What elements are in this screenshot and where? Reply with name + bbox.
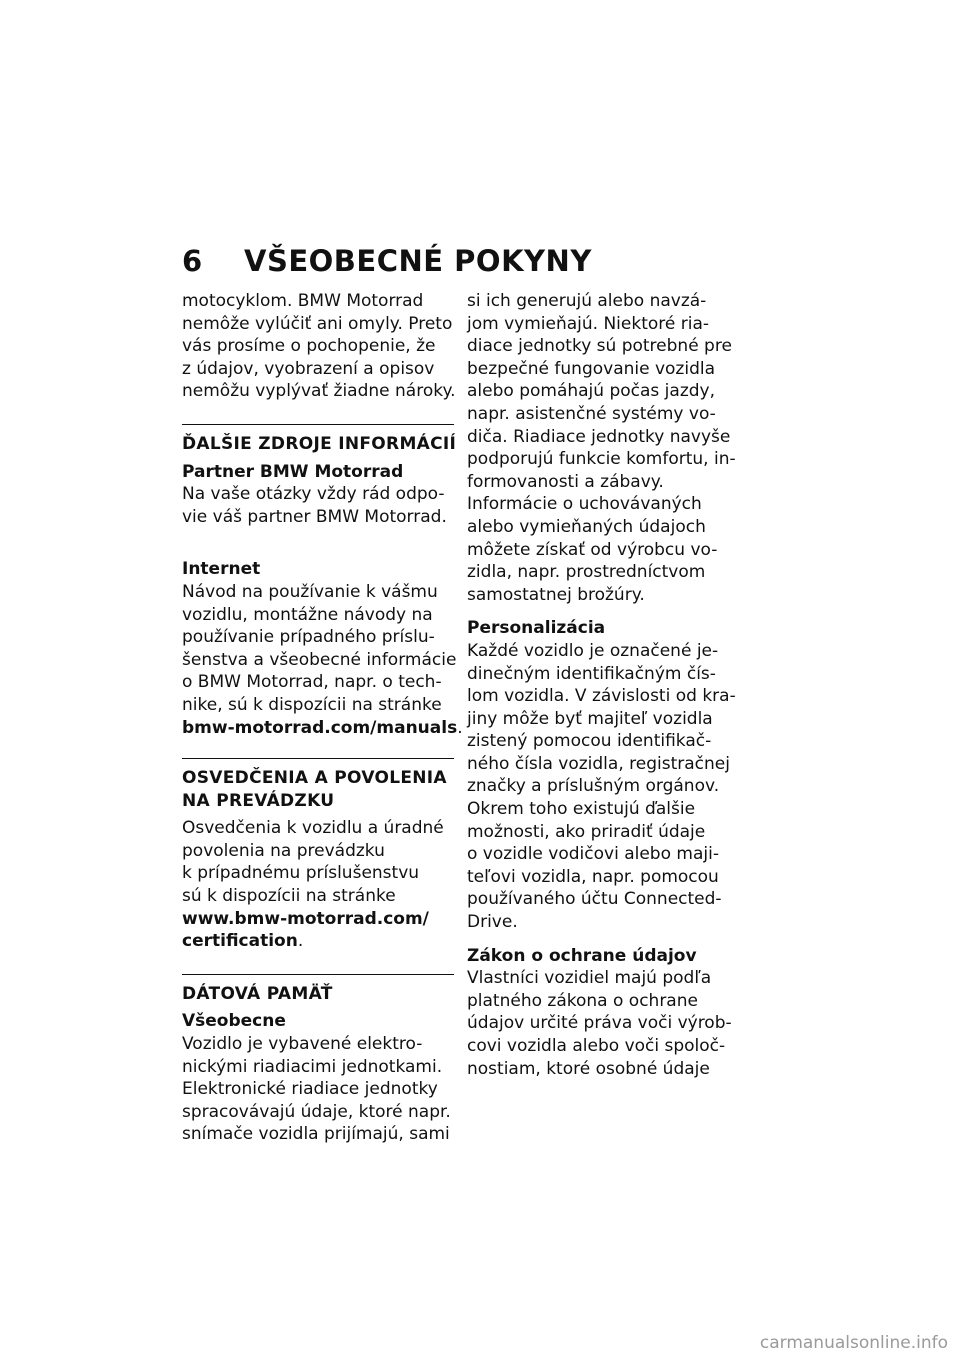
certification-link-part-2[interactable]: certification xyxy=(182,931,298,952)
subsection-title-internet: Internet xyxy=(182,559,261,580)
text-line: údajov určité práva voči výrob- xyxy=(467,1013,732,1034)
text-line: teľovi vozidla, napr. pomocou xyxy=(467,866,719,887)
text-line: Elektronické riadiace jednotky xyxy=(182,1079,438,1100)
text-line: nike, sú k dispozícii na stránke xyxy=(182,694,442,715)
text-line: možnosti, ako priradiť údaje xyxy=(467,821,706,842)
section-divider xyxy=(182,424,454,425)
section-divider xyxy=(182,974,454,975)
chapter-number: 6 xyxy=(182,244,203,278)
partner-paragraph xyxy=(182,483,454,528)
text-line: Vlastníci vozidiel majú podľa xyxy=(467,968,712,989)
text-line: Okrem toho existujú ďalšie xyxy=(467,799,696,820)
text-line: Osvedčenia k vozidlu a úradné xyxy=(182,818,444,839)
section-title-data-memory: DÁTOVÁ PAMÄŤ xyxy=(182,983,333,1004)
right-column xyxy=(467,290,739,1080)
chapter-title: VŠEOBECNÉ POKYNY xyxy=(244,244,592,278)
text-line: vie váš partner BMW Motorrad. xyxy=(182,506,447,527)
section-title-certificates-2: NA PREVÁDZKU xyxy=(182,790,335,811)
text-line: zistený pomocou identifikač- xyxy=(467,731,712,752)
watermark-text: carmanualsonline.info xyxy=(759,1333,948,1353)
text-line: podporujú funkcie komfortu, in- xyxy=(467,449,736,470)
text-line: Na vaše otázky vždy rád odpo- xyxy=(182,484,445,505)
text-line: platného zákona o ochrane xyxy=(467,990,698,1011)
text-line: používaného účtu Connected- xyxy=(467,889,722,910)
text-line: motocyklom. BMW Motorrad xyxy=(182,291,424,311)
subsection-title-data-protection: Zákon o ochrane údajov xyxy=(467,945,697,966)
text-line: ného čísla vozidla, registračnej xyxy=(467,753,730,774)
text-line: môžete získať od výrobcu vo- xyxy=(467,539,718,560)
general-paragraph xyxy=(182,1033,454,1146)
text-line: vás prosíme o pochopenie, že xyxy=(182,336,436,357)
personalization-paragraph xyxy=(467,640,739,934)
text-line: spracovávajú údaje, ktoré napr. xyxy=(182,1101,451,1122)
text-line: Každé vozidlo je označené je- xyxy=(467,640,719,661)
text-line: jiny môže byť majiteľ vozidla xyxy=(467,708,713,729)
text-line: covi vozidla alebo voči spoloč- xyxy=(467,1036,726,1056)
manuals-link[interactable]: bmw-motorrad.com/manuals xyxy=(182,717,458,738)
subsection-title-partner: Partner BMW Motorrad xyxy=(182,461,404,482)
text-line: povolenia na prevádzku xyxy=(182,840,385,861)
text-line: o BMW Motorrad, napr. o tech- xyxy=(182,672,442,693)
subsection-title-personalization: Personalizácia xyxy=(467,618,606,639)
left-column xyxy=(182,290,463,1146)
text-line: formovanosti a zábavy. xyxy=(467,471,664,492)
chapter-heading xyxy=(182,244,592,278)
text-line: Návod na používanie k vášmu xyxy=(182,581,438,602)
subsection-title-general: Všeobecne xyxy=(182,1011,286,1032)
text-line: Informácie o uchovávaných xyxy=(467,494,702,515)
certificates-paragraph xyxy=(182,817,454,953)
text-line: šenstva a všeobecné informácie xyxy=(182,649,457,670)
text-line: nostiam, ktoré osobné údaje xyxy=(467,1058,710,1079)
text-line: si ich generujú alebo navzá- xyxy=(467,291,707,311)
link-punctuation: . xyxy=(297,931,304,952)
text-line: diace jednotky sú potrebné pre xyxy=(467,336,732,357)
text-line: alebo vymieňaných údajoch xyxy=(467,516,706,537)
section-title-further-info: ĎALŠIE ZDROJE INFORMÁCIÍ xyxy=(182,433,457,454)
text-line: snímače vozidla prijímajú, sami xyxy=(182,1124,450,1145)
continued-paragraph xyxy=(467,290,739,606)
text-line: napr. asistenčné systémy vo- xyxy=(467,403,716,424)
text-line: Drive. xyxy=(467,912,518,933)
text-line: k prípadnému príslušenstvu xyxy=(182,863,420,884)
text-line: z údajov, vyobrazení a opisov xyxy=(182,358,435,379)
text-line: používanie prípadného príslu- xyxy=(182,627,435,648)
text-line: dinečným identifikačným čís- xyxy=(467,663,716,684)
text-line: nemôže vylúčiť ani omyly. Preto xyxy=(182,313,453,334)
text-line: diča. Riadiace jednotky navyše xyxy=(467,426,731,447)
text-line: zidla, napr. prostredníctvom xyxy=(467,562,706,583)
text-line: Vozidlo je vybavené elektro- xyxy=(182,1034,423,1055)
text-line: vozidlu, montážne návody na xyxy=(182,604,433,625)
text-line: lom vozidla. V závislosti od kra- xyxy=(467,686,736,707)
internet-paragraph xyxy=(182,581,463,739)
text-line: o vozidle vodičovi alebo maji- xyxy=(467,844,719,865)
section-title-certificates-1: OSVEDČENIA A POVOLENIA xyxy=(182,768,447,789)
section-divider xyxy=(182,758,454,759)
text-line: značky a príslušným orgánov. xyxy=(467,776,720,797)
text-line: samostatnej brožúry. xyxy=(467,584,645,605)
text-line: jom vymieňajú. Niektoré ria- xyxy=(467,313,710,334)
text-line: nickými riadiacimi jednotkami. xyxy=(182,1056,443,1077)
link-punctuation: . xyxy=(457,717,463,738)
text-line: alebo pomáhajú počas jazdy, xyxy=(467,381,715,402)
text-line: nemôžu vyplývať žiadne nároky. xyxy=(182,381,456,402)
intro-paragraph xyxy=(182,290,454,403)
data-protection-paragraph xyxy=(467,967,739,1080)
certification-link-part-1[interactable]: www.bmw-motorrad.com/ xyxy=(182,908,429,929)
text-line: bezpečné fungovanie vozidla xyxy=(467,358,716,379)
text-line: sú k dispozícii na stránke xyxy=(182,886,396,907)
